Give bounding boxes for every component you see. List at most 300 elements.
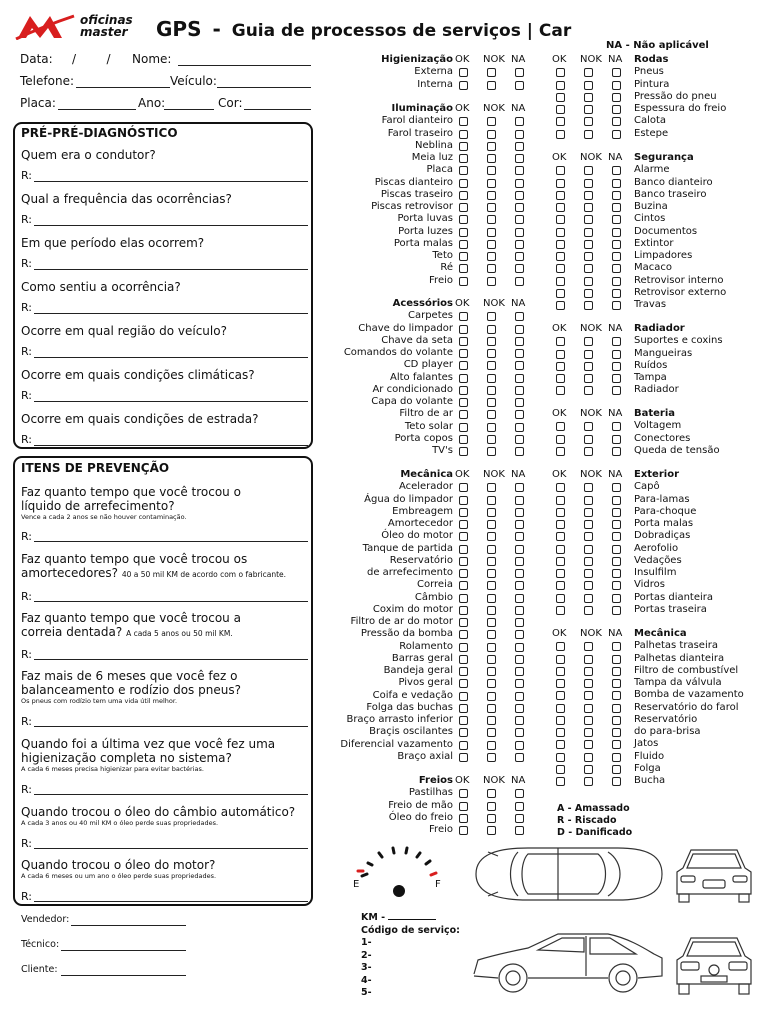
checkbox-nok[interactable] <box>584 105 593 114</box>
cliente-field[interactable] <box>61 975 186 976</box>
checkbox-ok[interactable] <box>556 386 565 395</box>
checkbox-ok[interactable] <box>556 81 565 90</box>
checkbox-na[interactable] <box>612 508 621 517</box>
checkbox-na[interactable] <box>612 166 621 175</box>
tecnico-label: Técnico: <box>21 939 60 950</box>
checkbox-na[interactable] <box>612 728 621 737</box>
checkbox-na[interactable] <box>515 630 524 639</box>
checklist-row <box>0 751 768 763</box>
checkbox-nok[interactable] <box>584 447 593 456</box>
prev-answer-label: R: <box>21 648 33 661</box>
checkbox-na[interactable] <box>612 545 621 554</box>
checkbox-ok[interactable] <box>556 228 565 237</box>
checklist-item-label: Capô <box>634 481 660 493</box>
checklist-row <box>0 592 768 604</box>
checkbox-na[interactable] <box>612 642 621 651</box>
checkbox-nok[interactable] <box>584 350 593 359</box>
checkbox-ok[interactable] <box>556 264 565 273</box>
checkbox-na[interactable] <box>612 667 621 676</box>
checklist-item-label: CD player <box>403 359 453 371</box>
prev-answer-label: R: <box>21 715 33 728</box>
col-header-ok: OK <box>455 775 470 786</box>
checkbox-nok[interactable] <box>584 117 593 126</box>
prev-answer-field[interactable] <box>34 901 308 902</box>
checkbox-na[interactable] <box>612 105 621 114</box>
checkbox-na[interactable] <box>612 228 621 237</box>
checkbox-nok[interactable] <box>584 777 593 786</box>
checkbox-na[interactable] <box>515 325 524 334</box>
checkbox-na[interactable] <box>612 81 621 90</box>
checkbox-ok[interactable] <box>556 215 565 224</box>
checklist-item-label: Tampa da válvula <box>634 677 722 688</box>
checklist-item-label: Voltagem <box>634 420 682 432</box>
checkbox-na[interactable] <box>612 203 621 212</box>
service-code-2[interactable]: 2- <box>361 949 372 961</box>
prev-q1-line-b: líquido de arrefecimento? <box>21 499 175 513</box>
checkbox-nok[interactable] <box>487 789 496 798</box>
checkbox-nok[interactable] <box>584 277 593 286</box>
checkbox-nok[interactable] <box>584 289 593 298</box>
legend-danificado: D - Danificado <box>557 827 633 838</box>
checkbox-nok[interactable] <box>584 606 593 615</box>
checkbox-ok[interactable] <box>556 655 565 664</box>
section-title-radiador: Radiador <box>634 323 685 334</box>
checkbox-ok[interactable] <box>556 728 565 737</box>
checkbox-na[interactable] <box>612 191 621 200</box>
car-rear-view-icon <box>673 930 755 1000</box>
checkbox-na[interactable] <box>612 277 621 286</box>
checklist-row <box>0 787 768 799</box>
checklist-row <box>0 738 768 750</box>
checkbox-nok[interactable] <box>584 569 593 578</box>
checklist-row <box>0 299 768 311</box>
prev-answer-label: R: <box>21 590 33 603</box>
pre-answer-label: R: <box>21 213 33 226</box>
checkbox-na[interactable] <box>612 435 621 444</box>
checkbox-na[interactable] <box>612 301 621 310</box>
checkbox-na[interactable] <box>612 777 621 786</box>
checkbox-na[interactable] <box>612 289 621 298</box>
checkbox-nok[interactable] <box>584 679 593 688</box>
checkbox-ok[interactable] <box>459 789 468 798</box>
checklist-row <box>0 494 768 506</box>
checkbox-ok[interactable] <box>556 594 565 603</box>
checkbox-nok[interactable] <box>584 179 593 188</box>
pre-question-1: Quem era o condutor? <box>21 148 156 162</box>
checklist-row <box>0 579 768 591</box>
pre-question-7: Ocorre em quais condições de estrada? <box>21 412 259 426</box>
data-label: Data: <box>20 52 53 66</box>
checkbox-nok[interactable] <box>584 337 593 346</box>
checkbox-ok[interactable] <box>556 105 565 114</box>
col-header-nok: NOK <box>580 469 602 480</box>
checkbox-ok[interactable] <box>459 410 468 419</box>
checklist-item-label: Folga das buchas <box>366 701 453 713</box>
checklist-item-label: Pressão do pneu <box>634 90 717 102</box>
checkbox-na[interactable] <box>515 618 524 627</box>
checkbox-na[interactable] <box>612 447 621 456</box>
checkbox-nok[interactable] <box>487 618 496 627</box>
checklist-item-label: Espessura do freio <box>634 103 727 114</box>
checkbox-na[interactable] <box>612 117 621 126</box>
prev-q2-line-a: Faz quanto tempo que você trocou os <box>21 552 248 566</box>
checkbox-na[interactable] <box>612 691 621 700</box>
checkbox-nok[interactable] <box>584 166 593 175</box>
page-title <box>156 17 571 43</box>
checklist-row <box>0 238 768 250</box>
checkbox-nok[interactable] <box>584 545 593 554</box>
checkbox-nok[interactable] <box>584 655 593 664</box>
checkbox-na[interactable] <box>515 312 524 321</box>
checkbox-ok[interactable] <box>556 777 565 786</box>
checkbox-ok[interactable] <box>556 716 565 725</box>
checklist-row <box>0 433 768 445</box>
vendedor-field[interactable] <box>71 925 186 926</box>
checkbox-ok[interactable] <box>459 814 468 823</box>
checkbox-nok[interactable] <box>584 532 593 541</box>
checkbox-ok[interactable] <box>556 581 565 590</box>
checklist-item-label: Pneus <box>634 66 664 78</box>
col-header-nok: NOK <box>483 103 505 114</box>
pre-question-5: Ocorre em qual região do veículo? <box>21 324 227 338</box>
section-title-iluminacao: Iluminação <box>391 103 453 114</box>
checkbox-nok[interactable] <box>487 410 496 419</box>
checkbox-ok[interactable] <box>556 520 565 529</box>
checkbox-ok[interactable] <box>459 630 468 639</box>
checkbox-na[interactable] <box>612 483 621 492</box>
checkbox-ok[interactable] <box>556 447 565 456</box>
checkbox-na[interactable] <box>515 142 524 151</box>
km-label: KM - <box>361 912 386 923</box>
checkbox-ok[interactable] <box>556 435 565 444</box>
checkbox-nok[interactable] <box>584 667 593 676</box>
checkbox-nok[interactable] <box>584 728 593 737</box>
service-code-1[interactable]: 1- <box>361 937 372 948</box>
prev-q6-note: A cada 3 anos ou 40 mil KM o óleo perde suas propriedades. <box>21 819 219 827</box>
checkbox-nok[interactable] <box>584 93 593 102</box>
title-prefix: GPS <box>156 17 202 41</box>
checkbox-na[interactable] <box>612 264 621 273</box>
checkbox-na[interactable] <box>515 789 524 798</box>
checkbox-ok[interactable] <box>556 545 565 554</box>
checkbox-na[interactable] <box>612 716 621 725</box>
checkbox-nok[interactable] <box>584 362 593 371</box>
pre-answer-label: R: <box>21 301 33 314</box>
checkbox-ok[interactable] <box>556 191 565 200</box>
checkbox-nok[interactable] <box>584 374 593 383</box>
checkbox-ok[interactable] <box>556 422 565 431</box>
checkbox-ok[interactable] <box>556 740 565 749</box>
checkbox-na[interactable] <box>612 386 621 395</box>
checkbox-ok[interactable] <box>556 350 565 359</box>
checklist-item-label: Farol traseiro <box>387 127 453 139</box>
checkbox-nok[interactable] <box>584 252 593 261</box>
checklist-row <box>0 66 768 78</box>
checklist-row <box>0 616 768 628</box>
checkbox-ok[interactable] <box>556 179 565 188</box>
checkbox-na[interactable] <box>515 802 524 811</box>
checkbox-ok[interactable] <box>556 337 565 346</box>
car-top-view-icon <box>468 842 668 906</box>
checkbox-na[interactable] <box>515 826 524 835</box>
service-code-4[interactable]: 4- <box>361 974 372 986</box>
col-header-na: NA <box>608 54 623 65</box>
checkbox-nok[interactable] <box>584 496 593 505</box>
checkbox-ok[interactable] <box>556 203 565 212</box>
checklist-item-label: Chave do limpador <box>358 322 453 334</box>
prev-answer-label: R: <box>21 890 33 903</box>
checkbox-ok[interactable] <box>556 252 565 261</box>
prev-answer-field[interactable] <box>34 848 308 849</box>
car-side-view-icon <box>468 924 668 1000</box>
service-code-5[interactable]: 5- <box>361 987 372 998</box>
checklist-row <box>0 372 768 384</box>
checkbox-nok[interactable] <box>487 154 496 163</box>
checkbox-ok[interactable] <box>556 569 565 578</box>
checkbox-ok[interactable] <box>556 374 565 383</box>
checkbox-ok[interactable] <box>556 704 565 713</box>
col-header-na: NA <box>511 775 526 786</box>
checkbox-nok[interactable] <box>584 508 593 517</box>
checkbox-nok[interactable] <box>487 142 496 151</box>
checklist-item-label: Porta malas <box>634 518 694 529</box>
checklist-item-label: Comandos do volante <box>343 347 453 358</box>
checklist-row <box>0 677 768 689</box>
checkbox-ok[interactable] <box>459 142 468 151</box>
checklist-item-label: Conectores <box>634 432 691 444</box>
checklist-item-label: Retrovisor externo <box>634 286 727 298</box>
checklist-item-label: Insulfilm <box>634 567 677 578</box>
checkbox-na[interactable] <box>612 374 621 383</box>
pre-answer-label: R: <box>21 389 33 402</box>
checkbox-ok[interactable] <box>459 826 468 835</box>
checkbox-ok[interactable] <box>459 618 468 627</box>
checkbox-nok[interactable] <box>584 81 593 90</box>
col-header-ok: OK <box>552 152 567 163</box>
service-codes <box>361 937 460 1000</box>
checkbox-ok[interactable] <box>556 753 565 762</box>
checkbox-ok[interactable] <box>556 362 565 371</box>
checkbox-nok[interactable] <box>584 642 593 651</box>
checkbox-ok[interactable] <box>556 679 565 688</box>
checklist-row <box>0 384 768 396</box>
section-title-mecanica2: Mecânica <box>634 628 687 639</box>
checkbox-nok[interactable] <box>584 191 593 200</box>
checkbox-na[interactable] <box>612 606 621 615</box>
checkbox-ok[interactable] <box>556 117 565 126</box>
checkbox-nok[interactable] <box>487 398 496 407</box>
col-header-nok: NOK <box>483 54 505 65</box>
checkbox-nok[interactable] <box>584 765 593 774</box>
checkbox-nok[interactable] <box>584 228 593 237</box>
checkbox-na[interactable] <box>612 740 621 749</box>
car-side-view[interactable] <box>468 924 668 1000</box>
checkbox-nok[interactable] <box>584 386 593 395</box>
col-header-ok: OK <box>455 54 470 65</box>
car-top-view[interactable] <box>468 842 668 906</box>
brand-logo <box>14 12 76 40</box>
checkbox-ok[interactable] <box>556 667 565 676</box>
checkbox-nok[interactable] <box>487 312 496 321</box>
checkbox-nok[interactable] <box>584 704 593 713</box>
checkbox-ok[interactable] <box>556 691 565 700</box>
checkbox-ok[interactable] <box>556 166 565 175</box>
checkbox-nok[interactable] <box>584 215 593 224</box>
checkbox-na[interactable] <box>612 765 621 774</box>
checkbox-na[interactable] <box>612 569 621 578</box>
checkbox-nok[interactable] <box>584 203 593 212</box>
tecnico-field[interactable] <box>61 950 186 951</box>
checkbox-nok[interactable] <box>487 325 496 334</box>
col-header-ok: OK <box>455 298 470 309</box>
checkbox-na[interactable] <box>612 557 621 566</box>
checkbox-ok[interactable] <box>556 642 565 651</box>
checkbox-ok[interactable] <box>556 765 565 774</box>
checkbox-na[interactable] <box>612 215 621 224</box>
checkbox-na[interactable] <box>612 520 621 529</box>
checkbox-ok[interactable] <box>556 532 565 541</box>
checkbox-na[interactable] <box>612 679 621 688</box>
checklist-item-label: Braço arrasto inferior <box>346 714 453 725</box>
fuel-gauge-icon <box>350 843 450 903</box>
checkbox-nok[interactable] <box>584 435 593 444</box>
checkbox-ok[interactable] <box>459 325 468 334</box>
section-title-exterior: Exterior <box>634 469 680 480</box>
checkbox-nok[interactable] <box>584 130 593 139</box>
checklist-item-label: Correia <box>417 579 453 591</box>
car-front-view[interactable] <box>673 842 755 906</box>
checkbox-ok[interactable] <box>556 68 565 77</box>
checkbox-nok[interactable] <box>584 483 593 492</box>
checkbox-nok[interactable] <box>487 630 496 639</box>
prev-q3-line-a: Faz quanto tempo que você trocou a <box>21 611 241 625</box>
col-header-nok: NOK <box>580 323 602 334</box>
checkbox-nok[interactable] <box>584 264 593 273</box>
checkbox-nok[interactable] <box>584 520 593 529</box>
checkbox-nok[interactable] <box>584 753 593 762</box>
checkbox-ok[interactable] <box>556 240 565 249</box>
checkbox-nok[interactable] <box>584 240 593 249</box>
service-code-3[interactable]: 3- <box>361 962 372 973</box>
checkbox-na[interactable] <box>612 532 621 541</box>
checkbox-nok[interactable] <box>584 422 593 431</box>
checklist-row <box>0 518 768 530</box>
prev-q1-line-a: Faz quanto tempo que você trocou o <box>21 485 241 499</box>
pre-answer-label: R: <box>21 169 33 182</box>
checkbox-ok[interactable] <box>556 289 565 298</box>
checkbox-nok[interactable] <box>584 594 593 603</box>
prev-q4-line-b: balanceamento e rodízio dos pneus? <box>21 683 241 697</box>
checkbox-nok[interactable] <box>584 740 593 749</box>
checkbox-ok[interactable] <box>556 301 565 310</box>
col-header-nok: NOK <box>483 469 505 480</box>
col-header-nok: NOK <box>580 628 602 639</box>
checklist-item-label: Reservatório <box>389 554 453 566</box>
checkbox-na[interactable] <box>612 337 621 346</box>
checkbox-ok[interactable] <box>459 154 468 163</box>
checklist-item-label: Teto <box>432 250 453 261</box>
checklist-item-label: Óleo do motor <box>381 530 453 542</box>
checkbox-na[interactable] <box>515 410 524 419</box>
col-header-ok: OK <box>455 103 470 114</box>
checkbox-na[interactable] <box>612 496 621 505</box>
checkbox-na[interactable] <box>515 398 524 407</box>
checkbox-nok[interactable] <box>584 557 593 566</box>
checkbox-ok[interactable] <box>556 508 565 517</box>
checkbox-na[interactable] <box>612 179 621 188</box>
checkbox-na[interactable] <box>515 814 524 823</box>
vendedor-label: Vendedor: <box>21 914 70 925</box>
checkbox-na[interactable] <box>612 130 621 139</box>
checkbox-ok[interactable] <box>556 277 565 286</box>
checkbox-nok[interactable] <box>487 802 496 811</box>
prev-q3-line-b: correia dentada? <box>21 625 123 639</box>
checkbox-nok[interactable] <box>584 68 593 77</box>
checklist-item-label: Documentos <box>634 225 698 237</box>
checkbox-na[interactable] <box>612 68 621 77</box>
checklist-row <box>0 824 768 836</box>
checkbox-nok[interactable] <box>584 301 593 310</box>
checklist-item-label: Freio <box>429 824 453 835</box>
checklist-item-label: Reservatório do farol <box>634 701 739 713</box>
checklist-row <box>0 763 768 775</box>
checklist-row <box>0 543 768 555</box>
checklist-item-label: Folga <box>634 762 661 774</box>
checklist-item-label: Neblina <box>414 139 453 151</box>
checkbox-ok[interactable] <box>459 802 468 811</box>
checklist-item-label: Radiador <box>634 384 679 396</box>
checklist-item-label: Filtro de combustível <box>634 664 739 676</box>
checkbox-nok[interactable] <box>584 691 593 700</box>
checkbox-nok[interactable] <box>584 581 593 590</box>
checkbox-ok[interactable] <box>556 93 565 102</box>
checkbox-na[interactable] <box>612 93 621 102</box>
col-header-na: NA <box>511 469 526 480</box>
checkbox-ok[interactable] <box>459 398 468 407</box>
checklist-row <box>0 665 768 677</box>
checkbox-na[interactable] <box>612 422 621 431</box>
checkbox-ok[interactable] <box>556 606 565 615</box>
checkbox-na[interactable] <box>612 704 621 713</box>
checkbox-ok[interactable] <box>459 312 468 321</box>
checklist-item-label: Piscas traseiro <box>380 188 453 200</box>
section-title-higienizacao: Higienização <box>381 54 453 65</box>
checkbox-na[interactable] <box>612 240 621 249</box>
checkbox-na[interactable] <box>612 362 621 371</box>
checklist-row <box>0 201 768 213</box>
checkbox-nok[interactable] <box>584 716 593 725</box>
checkbox-nok[interactable] <box>487 814 496 823</box>
km-field[interactable] <box>388 919 436 920</box>
checkbox-na[interactable] <box>612 581 621 590</box>
checklist-item-label: Piscas retrovisor <box>371 201 453 212</box>
checkbox-ok[interactable] <box>556 496 565 505</box>
col-header-na: NA <box>608 323 623 334</box>
checkbox-nok[interactable] <box>487 826 496 835</box>
legend-amassado: A - Amassado <box>557 803 630 814</box>
fuel-gauge[interactable] <box>350 843 450 903</box>
car-rear-view[interactable] <box>673 930 755 1000</box>
checkbox-ok[interactable] <box>556 483 565 492</box>
checkbox-na[interactable] <box>612 252 621 261</box>
checkbox-ok[interactable] <box>556 557 565 566</box>
checkbox-ok[interactable] <box>556 130 565 139</box>
checkbox-na[interactable] <box>515 154 524 163</box>
checkbox-na[interactable] <box>612 350 621 359</box>
checkbox-na[interactable] <box>612 655 621 664</box>
checkbox-na[interactable] <box>612 594 621 603</box>
checkbox-na[interactable] <box>612 753 621 762</box>
